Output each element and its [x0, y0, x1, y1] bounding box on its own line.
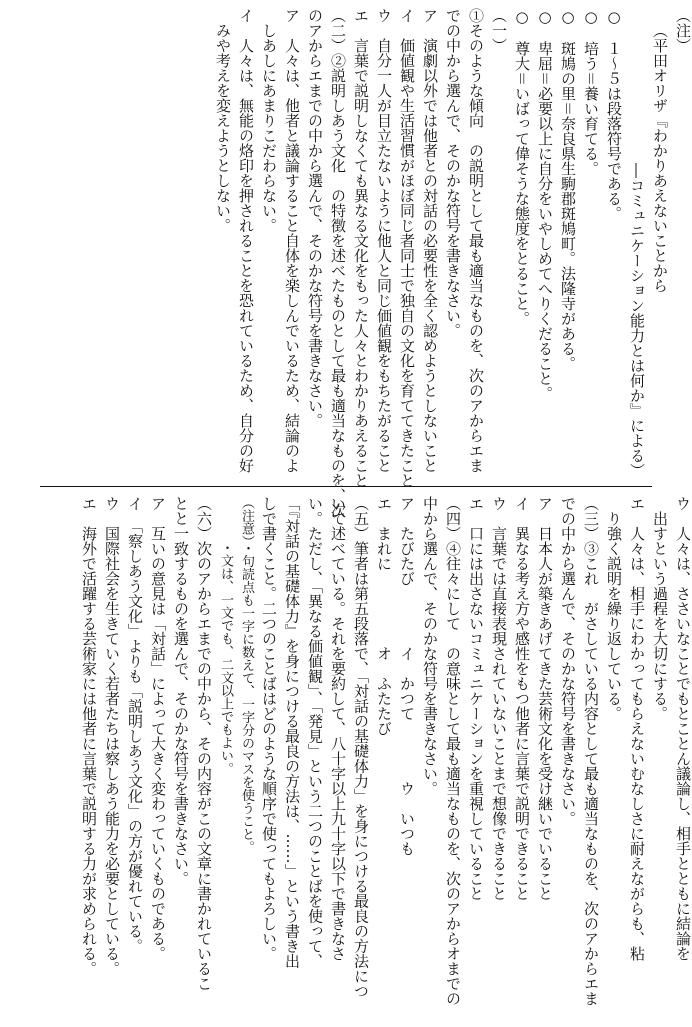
lower-section: [0, 496, 692, 1006]
top-text-column: エ 言葉で説明しなくても異なる文化をもった人々とわかりあえること: [352, 8, 370, 488]
top-text-column: ―コミュニケーション能力とは何か』による）: [628, 163, 646, 478]
bottom-text-column: （六）次のアからエまでの中から、その内容がこの文章に書かれているこ: [195, 496, 213, 991]
top-text-column: （平田オリザ『わかりあえないことから: [651, 23, 669, 293]
top-text-column: ア 人々は、他者と議論すること自体を楽しんでいるため、結論のよ: [283, 8, 301, 473]
top-text-column: ○ 尊大＝いばって偉そうな態度をとること。: [513, 8, 531, 327]
bottom-text-column: エ 人々は、相手にわかってもらえないむなしさに耐えながらも、粘: [628, 496, 646, 961]
bottom-text-column: とと一致するものを選んで、そのかな符号を書きなさい。: [172, 496, 190, 886]
top-text-column: しあしにあまりこだわらない。: [260, 23, 278, 233]
bottom-text-column: しで書くこと。二つのことばはどのような順序で使ってもよろしい。: [260, 496, 278, 961]
bottom-text-column: イ 「察しあう文化」よりも「説明しあう文化」の方が優れている。: [126, 496, 144, 954]
top-text-column: （一）: [490, 8, 508, 53]
bottom-text-column: での中から選んで、そのかな符号を書きなさい。: [559, 496, 577, 826]
bottom-text-column: ア 日本人が築きあげてきた芸術文化を受け継いでいること: [536, 496, 554, 901]
top-text-column: （注）: [674, 8, 692, 53]
top-text-column: ○ 斑鳩の里＝奈良県生駒郡斑鳩町。法隆寺がある。: [559, 8, 577, 372]
bottom-text-column: 中から選んで、そのかな符号を書きなさい。: [421, 496, 439, 796]
bottom-text-column: （注意）・句読点も一字に数えて、一字分のマスを使うこと。: [239, 496, 254, 854]
top-text-column: みや考えを変えようとしない。: [214, 23, 232, 233]
bottom-text-column: い。ただし、「異なる価値観」、「発見」という二つのことばを使って、: [306, 496, 324, 969]
bottom-text-column: り強く説明を繰り返している。: [605, 511, 623, 721]
bottom-text-column: エ 海外で活躍する芸術家には他者に言葉で説明する力が求められる。: [80, 496, 98, 976]
bottom-text-column: （五）筆者は第五段落で、「対話の基礎体力」を身につける最良の方法につ: [352, 496, 370, 999]
bottom-text-column: 出すという過程を大切にする。: [651, 511, 669, 721]
top-text-column: ○ １～５は段落符号である。: [605, 8, 623, 221]
bottom-text-column: （三）③これ がさしている内容として最も適当なものを、次のアからエま: [582, 496, 600, 1006]
top-text-column: ア 演劇以外では他者との対話の必要性を全く認めようとしないこと: [421, 8, 439, 473]
top-text-column: のアからエまでの中から選んで、そのかな符号を書きなさい。: [306, 8, 324, 428]
top-text-column: （二）②説明しあう文化 の特徴を述べたものとして最も適当なものを、次: [329, 8, 347, 518]
bottom-text-column: ア 互いの意見は「対話」によって大きく変わっていくものである。: [149, 496, 167, 961]
top-text-column: ○ 卑屈＝必要以上に自分をいやしめてへりくだること。: [536, 8, 554, 402]
bottom-text-column: イ 異なる考え方や感性をもつ他者に言葉で説明できること: [513, 496, 531, 901]
bottom-text-column: ウ 人々は、ささいなことでもとことん議論し、相手とともに結論を: [674, 496, 692, 961]
bottom-text-column: エ 口には出さないコミュニケーションを重視していること: [467, 496, 485, 901]
top-text-column: ①そのような傾向 の説明として最も適当なものを、次のアからエま: [467, 8, 485, 473]
bottom-text-column: ア たびたび イ かつて ウ いつも: [398, 496, 416, 856]
top-text-column: イ 人々は、無能の烙印を押されることを恐れているため、自分の好: [237, 8, 255, 473]
bottom-text-column: いて述べている。それを要約して、八十字以上九十字以下で書きなさ: [329, 496, 347, 961]
upper-section: [0, 8, 692, 518]
bottom-text-column: （四）④往々にして の意味として最も適当なものを、次のアからオまでの: [444, 496, 462, 1006]
bottom-text-column: ・文は、一文でも、二文以上でもよい。: [218, 541, 233, 775]
section-divider: [40, 486, 652, 487]
bottom-text-column: ウ 国際社会を生きていく若者たちは察しあう能力を必要としている。: [103, 496, 121, 976]
bottom-text-column: 「『対話の基礎体力』を身につける最良の方法は、……」という書き出: [283, 496, 301, 969]
bottom-text-column: エ まれに オ ふたたび: [375, 496, 393, 736]
top-text-column: ○ 培う＝養い育てる。: [582, 8, 600, 177]
top-text-column: での中から選んで、そのかな符号を書きなさい。: [444, 8, 462, 338]
top-text-column: イ 価値観や生活習慣がほぼ同じ者同士で独自の文化を育ててきたこと: [398, 8, 416, 488]
top-text-column: ウ 自分一人が目立たないように他人と同じ価値観をもちたがること: [375, 8, 393, 473]
bottom-text-column: ウ 言葉では直接表現されていないことまで想像できること: [490, 496, 508, 901]
